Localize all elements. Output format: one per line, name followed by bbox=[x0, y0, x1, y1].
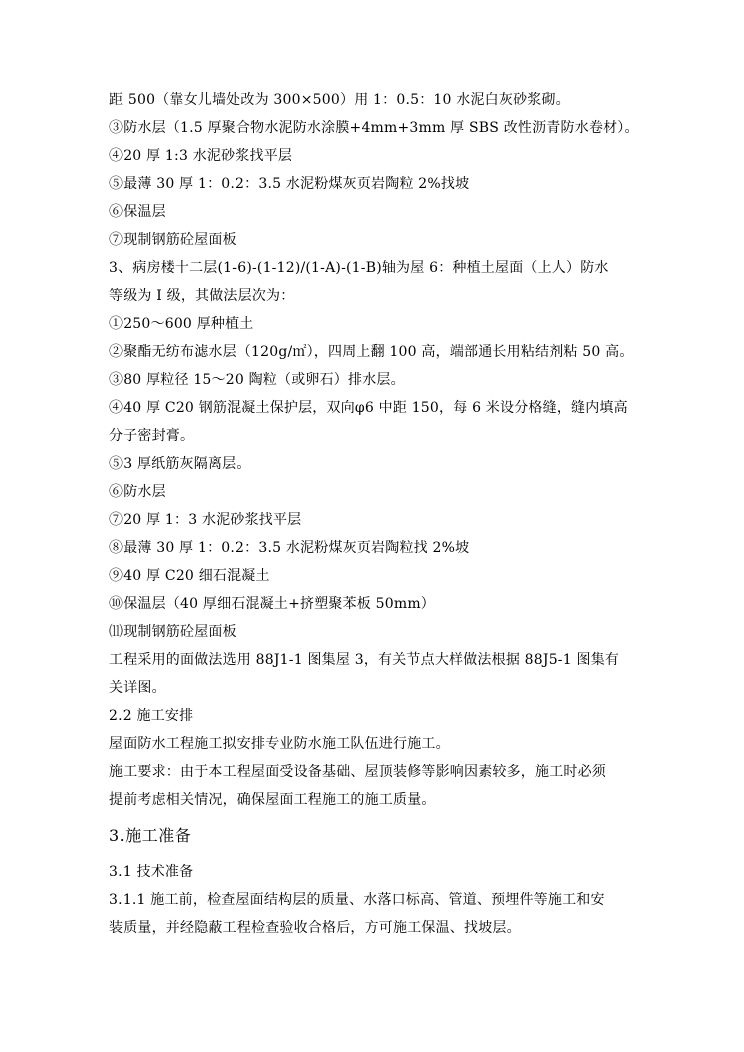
text-line: ⑥保温层 bbox=[109, 204, 166, 220]
text-line: 关详图。 bbox=[109, 680, 166, 696]
text-line: ④40 厚 C20 钢筋混凝土保护层，双向φ6 中距 150，每 6 米设分格缝，缝内填高 bbox=[109, 400, 628, 416]
text-line: 分子密封膏。 bbox=[109, 428, 195, 444]
text-line: 提前考虑相关情况，确保屋面工程施工的施工质量。 bbox=[109, 792, 436, 808]
text-line: 工程采用的面做法选用 88J1-1 图集屋 3，有关节点大样做法根据 88J5-1 图集有 bbox=[109, 652, 620, 668]
subsection-title: 3.1 技术准备 bbox=[109, 864, 194, 880]
text-line: ⑦20 厚 1：3 水泥砂浆找平层 bbox=[109, 512, 302, 528]
text-line: ⑨40 厚 C20 细石混凝土 bbox=[109, 568, 270, 584]
text-line: ⑥防水层 bbox=[109, 484, 166, 500]
subsection-title: 2.2 施工安排 bbox=[109, 708, 194, 724]
text-line: ④20 厚 1:3 水泥砂浆找平层 bbox=[109, 148, 293, 164]
text-line: ②聚酯无纺布滤水层（120g/㎡），四周上翻 100 高，端部通长用粘结剂粘 50 高。 bbox=[109, 344, 634, 360]
text-line: ⑤最薄 30 厚 1：0.2：3.5 水泥粉煤灰页岩陶粒 2%找坡 bbox=[109, 176, 470, 192]
text-line: ⑩保温层（40 厚细石混凝土+挤塑聚苯板 50mm） bbox=[109, 596, 436, 612]
section-heading: 3.施工准备 bbox=[109, 826, 192, 845]
text-line: ①250～600 厚种植土 bbox=[109, 316, 254, 332]
text-line: 等级为 I 级，其做法层次为： bbox=[109, 288, 295, 304]
text-line: 屋面防水工程施工拟安排专业防水施工队伍进行施工。 bbox=[109, 736, 450, 752]
text-line: ⑾现制钢筋砼屋面板 bbox=[109, 624, 237, 640]
text-line: 3.1.1 施工前，检查屋面结构层的质量、水落口标高、管道、预埋件等施工和安 bbox=[109, 892, 605, 908]
text-line: 装质量，并经隐蔽工程检查验收合格后，方可施工保温、找坡层。 bbox=[109, 920, 521, 936]
text-line: ③防水层（1.5 厚聚合物水泥防水涂膜+4mm+3mm 厚 SBS 改性沥青防水卷材）。 bbox=[109, 120, 639, 136]
text-line: 3、病房楼十二层(1-6)-(1-12)/(1-A)-(1-B)轴为屋 6：种植土屋面（上人）防水 bbox=[109, 260, 609, 276]
text-line: 距 500（靠女儿墙处改为 300×500）用 1：0.5：10 水泥白灰砂浆砌。 bbox=[109, 92, 570, 108]
text-line: ⑧最薄 30 厚 1：0.2：3.5 水泥粉煤灰页岩陶粒找 2%坡 bbox=[109, 540, 470, 556]
text-line: ⑦现制钢筋砼屋面板 bbox=[109, 232, 237, 248]
text-line: 施工要求：由于本工程屋面受设备基础、屋顶装修等影响因素较多，施工时必须 bbox=[109, 764, 606, 780]
text-line: ⑤3 厚纸筋灰隔离层。 bbox=[109, 456, 251, 472]
text-line: ③80 厚粒径 15～20 陶粒（或卵石）排水层。 bbox=[109, 372, 405, 388]
